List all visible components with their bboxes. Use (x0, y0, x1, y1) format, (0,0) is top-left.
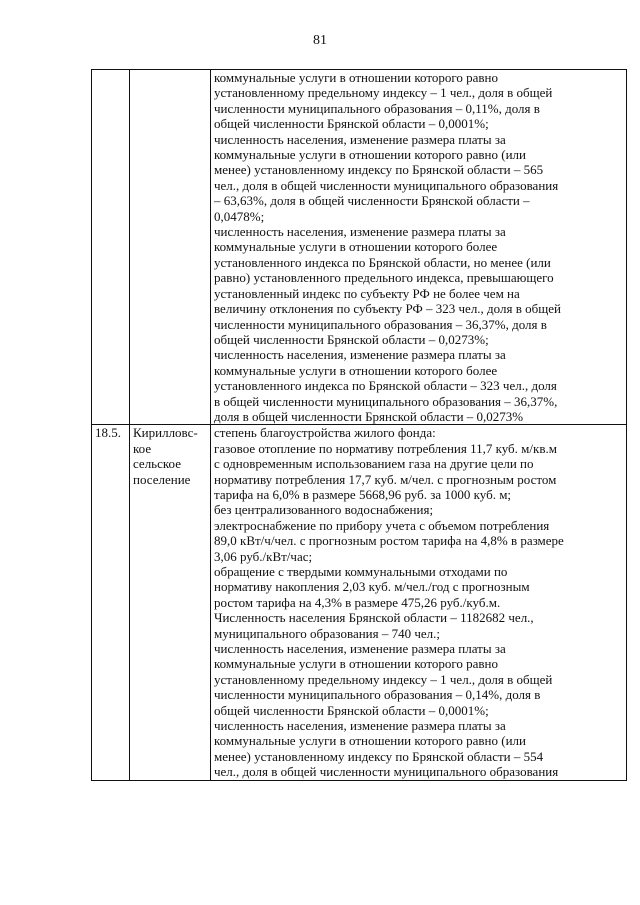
description-line: общей численности Брянской области – 0,0001%; (214, 702, 489, 718)
description-line: менее) установленному индексу по Брянской области – 554 (214, 748, 544, 764)
description-line: численность населения, изменение размера платы за (214, 641, 506, 657)
table-body (92, 70, 627, 781)
description-line: коммунальные услуги в отношении которого равно (214, 70, 499, 85)
description-line: нормативу потребления 17,7 куб. м/чел. с прогнозным ростом (214, 471, 557, 487)
table-row (92, 425, 627, 780)
description-line: численности муниципального образования – 0,11%, доля в (214, 100, 540, 116)
settlement-name-line: кое (133, 440, 152, 456)
description-line: чел., доля в общей численности муниципального образования (214, 764, 559, 780)
description-line: газовое отопление по нормативу потребления 11,7 куб. м/кв.м (214, 440, 557, 456)
description-line: Численность населения Брянской области – 1182682 чел., (214, 610, 534, 626)
description-line: степень благоустройства жилого фонда: (214, 425, 436, 441)
document-table (91, 69, 627, 781)
description-line: установленного индекса по Брянской области – 323 чел., доля (214, 378, 557, 394)
description-line: установленный индекс по субъекту РФ не более чем на (214, 285, 520, 301)
description-line: доля в общей численности Брянской области – 0,0273% (214, 408, 524, 424)
description-line: численность населения, изменение размера платы за (214, 224, 506, 240)
description-line: численности муниципального образования – 0,14%, доля в (214, 687, 541, 703)
settlement-name-line: поселение (133, 471, 191, 487)
description-line: менее) установленному индексу по Брянской области – 565 (214, 162, 544, 178)
description-line: установленному предельному индексу – 1 чел., доля в общей (214, 85, 553, 101)
description-line: коммунальные услуги в отношении которого равно (214, 656, 499, 672)
description-line: установленному предельному индексу – 1 чел., доля в общей (214, 671, 553, 687)
table-row (92, 70, 627, 425)
description-line: общей численности Брянской области – 0,0001%; (214, 116, 489, 132)
description-line: без централизованного водоснабжения; (214, 502, 434, 518)
description-line: электроснабжение по прибору учета с объемом потребления (214, 517, 550, 533)
description-line: коммунальные услуги в отношении которого равно (или (214, 147, 526, 163)
description-line: в общей численности муниципального образования – 36,37%, (214, 393, 558, 409)
description-line: коммунальные услуги в отношении которого более (214, 362, 498, 378)
description-line: 0,0478%; (214, 208, 265, 224)
description-line: – 63,63%, доля в общей численности Брянской области – (214, 193, 530, 209)
description-line: величину отклонения по субъекту РФ – 323 чел., доля в общей (214, 301, 561, 317)
description-line: общей численности Брянской области – 0,0273%; (214, 331, 489, 347)
description-line: численности муниципального образования – 36,37%, доля в (214, 316, 547, 332)
description-line: муниципального образования – 740 чел.; (214, 625, 441, 641)
description-line: численность населения, изменение размера платы за (214, 347, 506, 363)
description-line: коммунальные услуги в отношении которого равно (или (214, 733, 526, 749)
settlement-name-line: Кирилловс- (133, 425, 198, 441)
description-cell (211, 425, 627, 780)
settlement-name-cell (130, 70, 211, 425)
page-number: 81 (313, 33, 327, 48)
settlement-name-line: сельское (133, 456, 181, 472)
description-cell (211, 70, 627, 425)
row-number-cell (92, 70, 130, 425)
description-line: тарифа на 6,0% в размере 5668,96 руб. за 1000 куб. м; (214, 486, 512, 502)
description-line: коммунальные услуги в отношении которого более (214, 239, 498, 255)
description-line: равно) установленного предельного индекса, превышающего (214, 270, 554, 286)
description-line: 89,0 кВт/ч/чел. с прогнозным ростом тарифа на 4,8% в размере (214, 533, 564, 549)
row-number-cell (92, 425, 130, 780)
settlement-name-cell (130, 425, 211, 780)
description-line: обращение с твердыми коммунальными отходами по (214, 564, 508, 579)
description-line: установленного индекса по Брянской области, но менее (или (214, 254, 551, 270)
description-line: чел., доля в общей численности муниципального образования (214, 177, 559, 193)
description-line: нормативу накопления 2,03 куб. м/чел./год с прогнозным (214, 579, 530, 595)
row-number: 18.5. (95, 425, 121, 441)
description-line: ростом тарифа на 4,3% в размере 475,26 руб./куб.м. (214, 594, 501, 610)
description-line: численность населения, изменение размера платы за (214, 718, 506, 734)
description-line: 3,06 руб./кВт/час; (214, 548, 313, 564)
description-line: численность населения, изменение размера платы за (214, 131, 506, 147)
description-line: с одновременным использованием газа на другие цели по (214, 456, 534, 472)
